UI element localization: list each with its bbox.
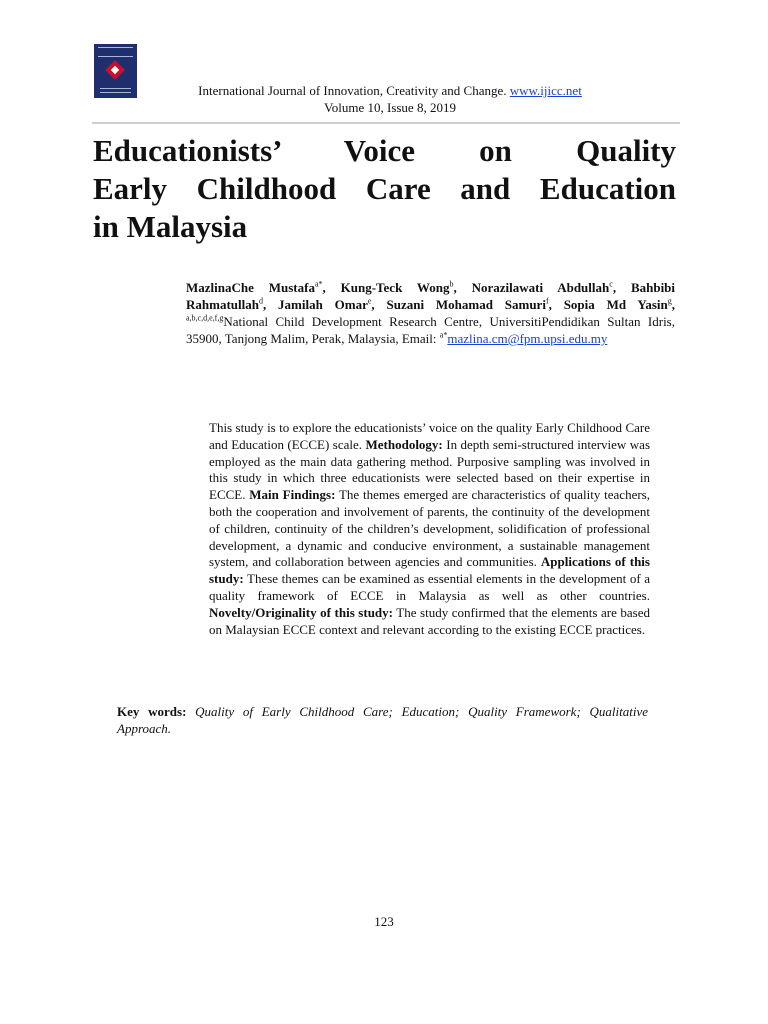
affiliation-sup: a,b,c,d,e,f,g: [186, 313, 224, 323]
author-2-sup: b: [449, 279, 454, 289]
header-divider: [92, 122, 680, 124]
journal-line: [140, 82, 640, 99]
novelty-text: The study confirmed that the elements are based on Malaysian ECCE context and relevant according to the existing ECCE practices.: [209, 604, 650, 637]
affiliation-text: National Child Development Research Centre, UniversitiPendidikan Sultan Idris, 35900, Tanjong Malim, Perak, Malaysia, Email:: [186, 314, 675, 346]
title-line-2: Early Childhood Care and Education: [93, 171, 676, 206]
author-4-sup: d: [258, 296, 263, 306]
author-4: Bahbibi Rahmatullah: [186, 280, 676, 312]
abstract-intro: This study is to explore the educationists’ voice on the quality Early Childhood Care and Education (ECCE) scale.: [209, 420, 650, 452]
author-email-link[interactable]: mazlina.cm@fpm.upsi.edu.my: [447, 331, 608, 346]
author-1: MazlinaChe Mustafa: [186, 280, 315, 295]
methodology-text: In depth semi-structured interview was employed as the main data gathering method. Purposive sampling was involved in this study in which three educationists were selected based on their expertise in ECCE.: [209, 436, 651, 503]
keywords-text: Quality of Early Childhood Care; Education; Quality Framework; Qualitative Approach.: [117, 704, 649, 736]
author-block: MazlinaChe Mustafa$^{a*}$, Kung-Teck Wong$^b$, Norazilawati Abdullah$^c$, Bahbibi Rahmatullah$^d$, Jamilah Omar$^e$, Suzani Mohamad Samuri$^f$, Sopia Md Yasin$^g$, $^{a,b,c,d,e,f,g}$National Child Development Research Centre, UniversitiPendidikan Sultan Idris, 35900, Tanjong Malim, Perak, Malaysia, Email: $^{a*}$mazlina.cm@fpm.upsi.edu.my: [186, 279, 676, 346]
keywords: [117, 703, 648, 737]
paper-title: [93, 132, 676, 246]
author-2: Kung-Teck Wong: [340, 280, 450, 295]
novelty-label: Novelty/Originality of this study:: [209, 604, 393, 620]
logo-bottom-band: [100, 88, 131, 93]
author-5: Jamilah Omar: [278, 297, 368, 312]
logo-text-band: [98, 47, 133, 57]
author-3: Norazilawati Abdullah: [471, 280, 610, 295]
page-number: 123: [374, 914, 394, 929]
journal-url-link[interactable]: www.ijicc.net: [509, 83, 582, 98]
keywords-label: Key words:: [117, 704, 187, 719]
author-6-sup: f: [545, 296, 549, 306]
abstract: [209, 420, 650, 638]
author-7: Sopia Md Yasin: [563, 297, 668, 312]
volume-issue: Volume 10, Issue 8, 2019: [324, 100, 456, 115]
methodology-label: Methodology:: [365, 436, 443, 452]
title-line-3: in Malaysia: [93, 209, 248, 244]
running-header: [140, 82, 640, 116]
author-6: Suzani Mohamad Samuri: [386, 297, 546, 312]
journal-name: International Journal of Innovation, Creativity and Change.: [198, 83, 507, 98]
email-sup: a*: [439, 330, 448, 340]
author-7-sup: g: [667, 296, 672, 306]
findings-text: The themes emerged are characteristics of quality teachers, both the cooperation and involvement of parents, the continuity of the development of children, continuity of the children’s development, solidification of professional development, a dynamic and conducive environment, a sustainable management system, and collaboration between agencies and communities.: [209, 487, 650, 570]
author-5-sup: e: [367, 296, 372, 306]
applications-text: These themes can be examined as essential elements in the development of a quality framework of ECCE in Malaysia as well as other countries.: [209, 571, 650, 603]
title-line-1: Educationists’ Voice on Quality: [93, 133, 676, 168]
findings-label: Main Findings:: [249, 487, 336, 503]
author-1-sup: a*: [314, 279, 323, 289]
journal-logo: [94, 44, 137, 98]
applications-label: Applications of this study:: [209, 554, 650, 587]
author-3-sup: c: [609, 279, 613, 289]
